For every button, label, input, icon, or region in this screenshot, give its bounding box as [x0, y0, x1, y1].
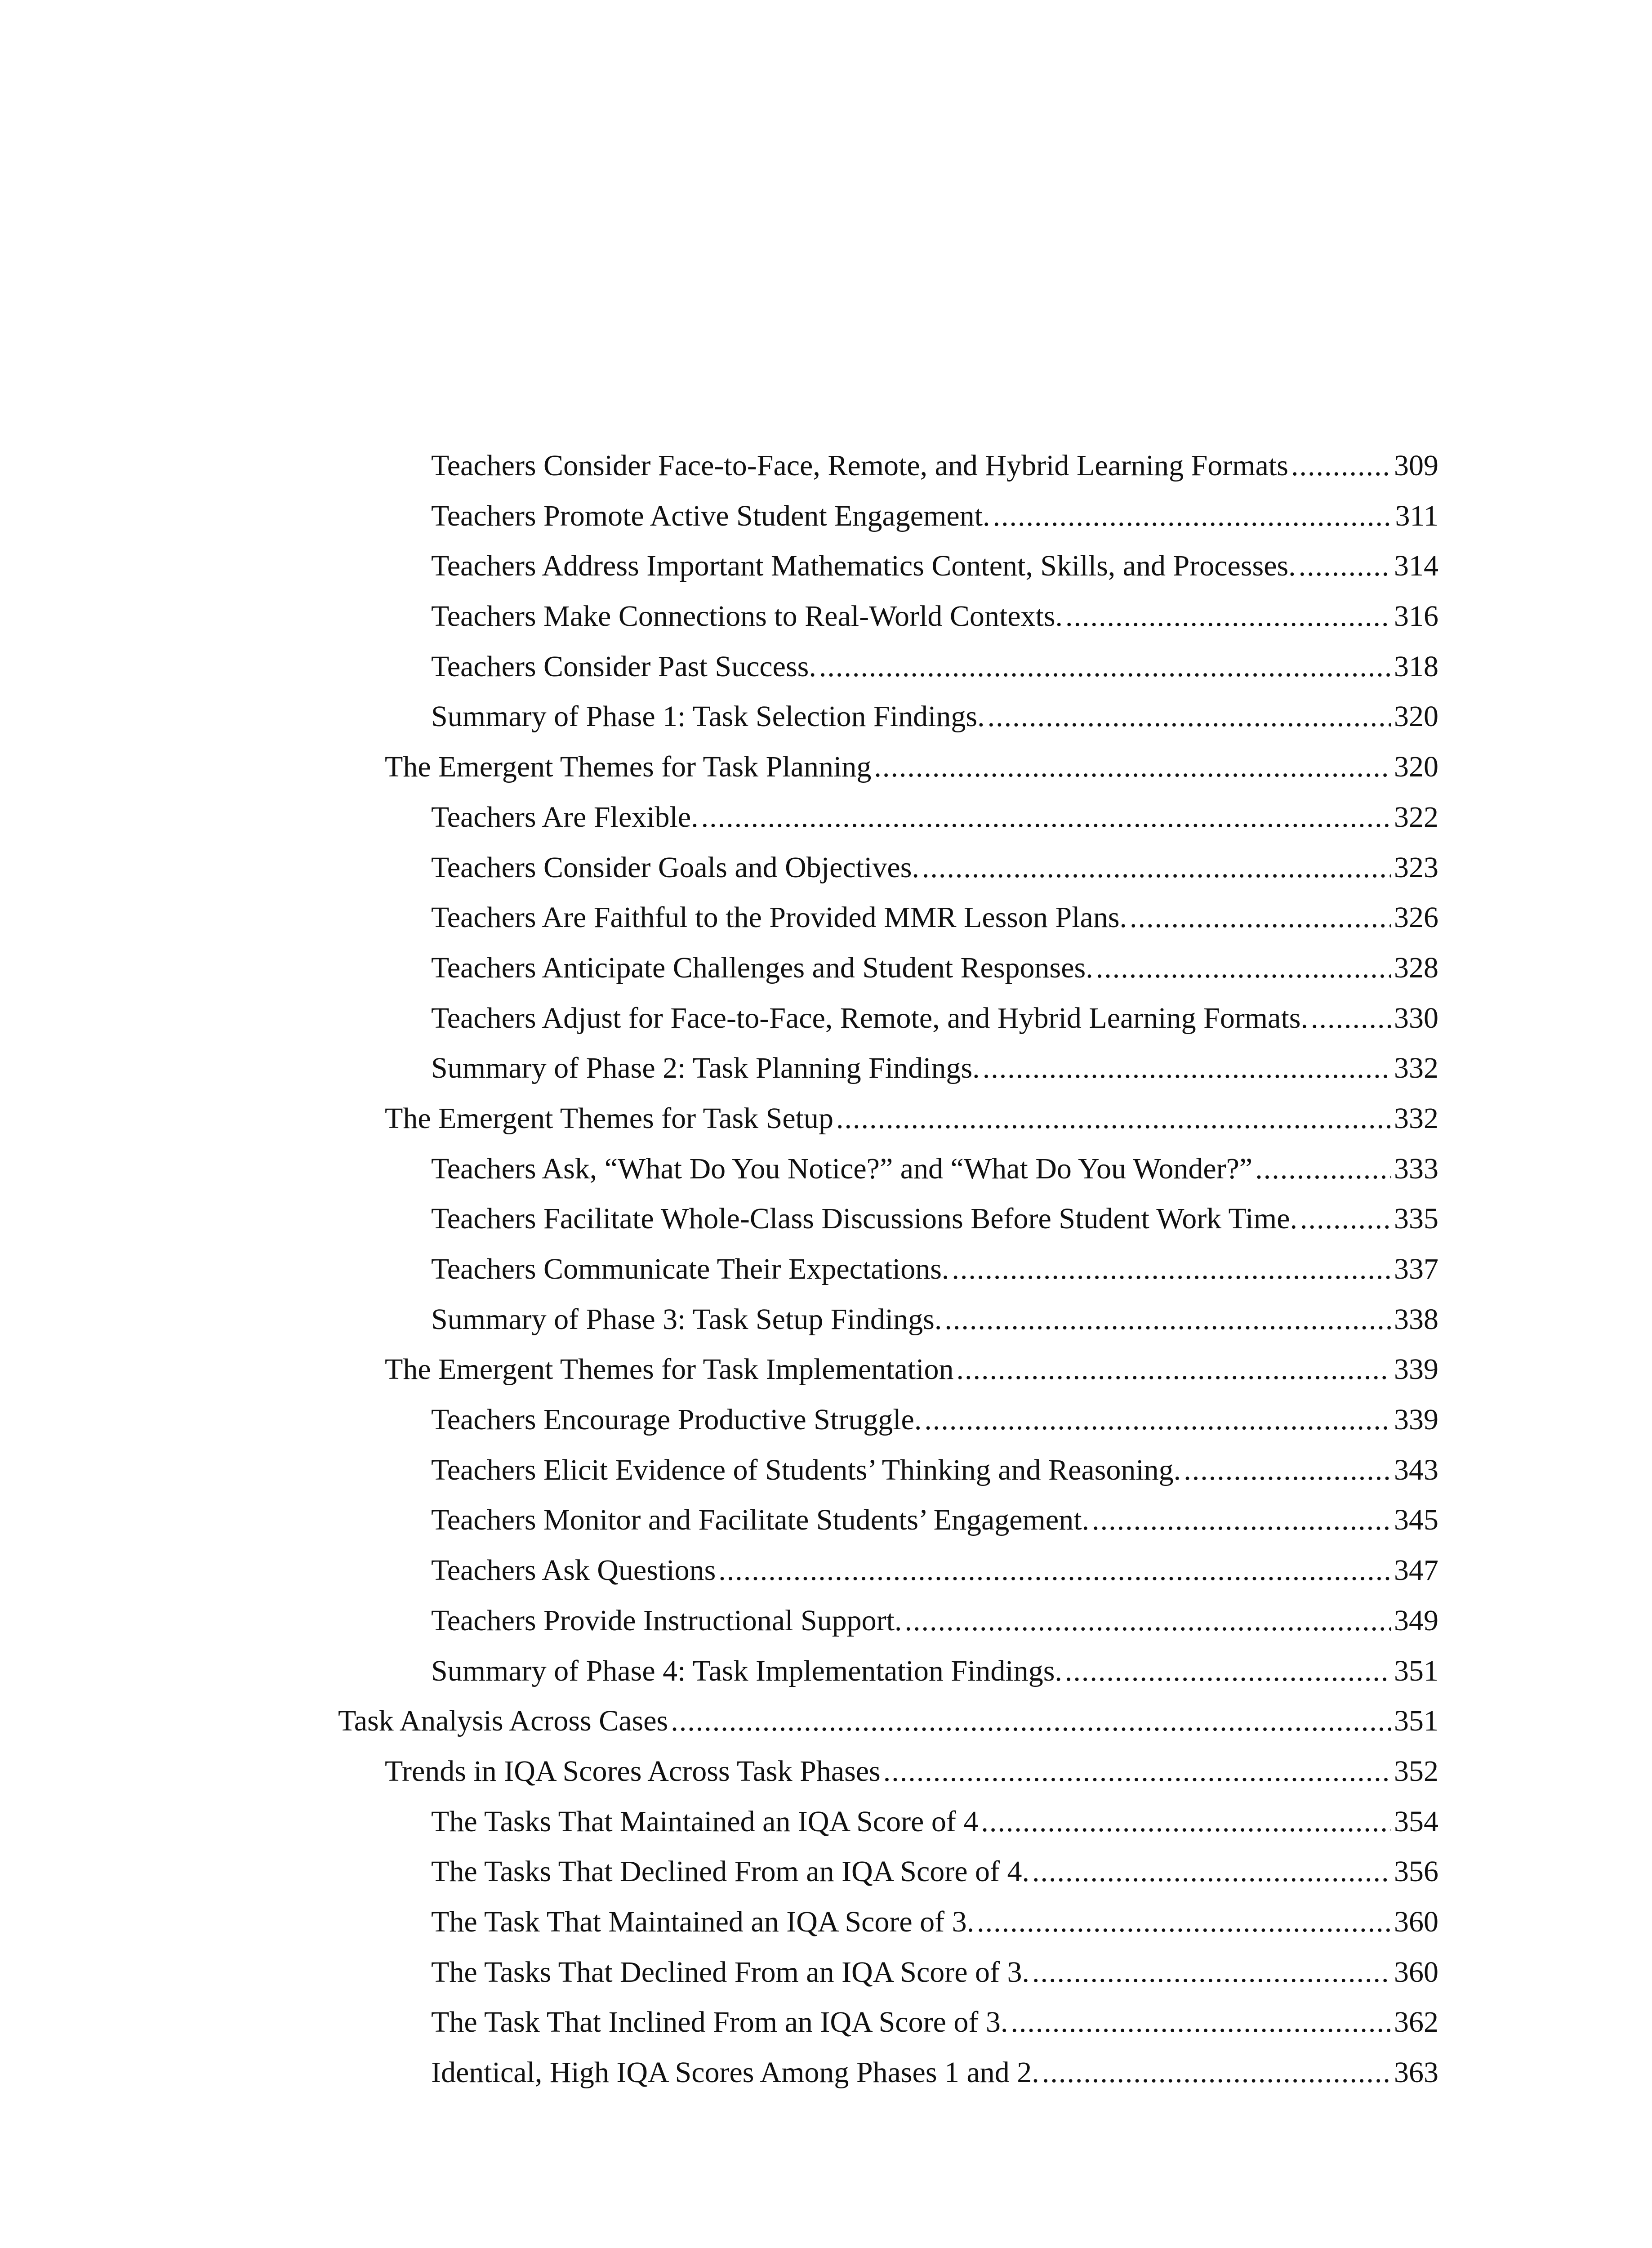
toc-entry-title: Teachers Provide Instructional Support.: [431, 1604, 902, 1637]
toc-entry-page-number: 320: [1394, 700, 1438, 733]
toc-entry: [338, 1244, 1438, 1294]
toc-entry: [338, 1545, 1438, 1596]
toc-entry-title: Teachers Consider Face-to-Face, Remote, and Hybrid Learning Formats: [431, 449, 1288, 482]
toc-entry-title: Identical, High IQA Scores Among Phases 1 and 2.: [431, 2056, 1039, 2089]
toc-entry: [338, 1144, 1438, 1194]
toc-dot-leader: [1184, 1445, 1391, 1495]
toc-entry-page-number: 322: [1394, 800, 1438, 834]
toc-entry-title: Trends in IQA Scores Across Task Phases: [385, 1754, 881, 1788]
toc-entry: [338, 993, 1438, 1044]
toc-dot-leader: [952, 1244, 1391, 1294]
toc-entry: [338, 1445, 1438, 1495]
toc-entry-page-number: 360: [1394, 1905, 1438, 1938]
toc-entry-title: Teachers Ask, “What Do You Notice?” and “What Do You Wonder?”: [431, 1152, 1253, 1185]
toc-entry: [338, 1746, 1438, 1797]
toc-entry: [338, 1043, 1438, 1093]
toc-entry: [338, 1646, 1438, 1696]
toc-dot-leader: [981, 1797, 1391, 1847]
toc-entry-page-number: 330: [1394, 1001, 1438, 1035]
toc-dot-leader: [993, 491, 1393, 541]
toc-entry-title: Teachers Promote Active Student Engagement.: [431, 499, 990, 532]
toc-entry: [338, 1294, 1438, 1345]
toc-entry-title: The Task That Maintained an IQA Score of 3.: [431, 1905, 975, 1938]
toc-entry: [338, 691, 1438, 742]
toc-entry-title: Summary of Phase 3: Task Setup Findings.: [431, 1302, 942, 1336]
toc-entry: [338, 2047, 1438, 2098]
toc-entry: [338, 491, 1438, 541]
toc-entry-title: Teachers Consider Past Success.: [431, 650, 816, 683]
toc-entry-title: The Tasks That Declined From an IQA Score of 4.: [431, 1855, 1029, 1888]
toc-entry-title: Summary of Phase 2: Task Planning Findings.: [431, 1052, 980, 1085]
toc-entry: [338, 1897, 1438, 1947]
toc-entry-page-number: 311: [1395, 499, 1438, 532]
toc-dot-leader: [977, 1897, 1391, 1947]
toc-entry-title: The Emergent Themes for Task Setup: [385, 1102, 833, 1135]
toc-entry: [338, 1847, 1438, 1897]
toc-entry-page-number: 318: [1394, 650, 1438, 683]
toc-entry: [338, 1194, 1438, 1244]
toc-entry: [338, 642, 1438, 692]
toc-dot-leader: [957, 1344, 1391, 1395]
toc-dot-leader: [1300, 1194, 1391, 1244]
toc-entry-page-number: 332: [1394, 1102, 1438, 1135]
toc-entry: [338, 1696, 1438, 1746]
toc-dot-leader: [988, 691, 1391, 742]
toc-entry-title: Summary of Phase 4: Task Implementation Findings.: [431, 1654, 1062, 1687]
toc-dot-leader: [874, 742, 1391, 792]
toc-entry: [338, 1093, 1438, 1144]
toc-entry-page-number: 362: [1394, 2006, 1438, 2039]
toc-entry-title: Teachers Encourage Productive Struggle.: [431, 1403, 922, 1436]
toc-entry-title: Teachers Address Important Mathematics Content, Skills, and Processes.: [431, 549, 1296, 583]
toc-entry-title: Summary of Phase 1: Task Selection Findings.: [431, 700, 985, 733]
toc-entry-page-number: 320: [1394, 750, 1438, 784]
toc-entry: [338, 1495, 1438, 1545]
toc-entry-title: The Tasks That Maintained an IQA Score of 4: [431, 1805, 979, 1838]
toc-entry: [338, 1395, 1438, 1445]
toc-entry-page-number: 333: [1394, 1152, 1438, 1185]
toc-entry-page-number: 351: [1394, 1704, 1438, 1738]
toc-dot-leader: [904, 1596, 1391, 1646]
toc-entry-title: The Tasks That Declined From an IQA Score of 3.: [431, 1955, 1029, 1989]
toc-entry: [338, 892, 1438, 943]
toc-entry: [338, 1947, 1438, 1998]
toc-dot-leader: [1255, 1144, 1391, 1194]
toc-dot-leader: [718, 1545, 1391, 1596]
toc-entry-page-number: 328: [1394, 951, 1438, 984]
toc-dot-leader: [924, 1395, 1391, 1445]
toc-entry-page-number: 356: [1394, 1855, 1438, 1888]
toc-entry-title: Teachers Ask Questions: [431, 1554, 716, 1587]
toc-dot-leader: [944, 1294, 1391, 1345]
toc-entry-page-number: 345: [1394, 1503, 1438, 1537]
toc-entry-title: Task Analysis Across Cases: [338, 1704, 668, 1738]
toc-dot-leader: [1032, 1947, 1391, 1998]
toc-dot-leader: [1065, 591, 1391, 642]
toc-entry: [338, 792, 1438, 843]
toc-entry-title: Teachers Anticipate Challenges and Student Responses.: [431, 951, 1093, 984]
toc-dot-leader: [1092, 1495, 1391, 1545]
toc-entry-page-number: 335: [1394, 1202, 1438, 1236]
toc-entry-title: Teachers Consider Goals and Objectives.: [431, 851, 919, 884]
toc-dot-leader: [1291, 441, 1391, 491]
toc-entry-page-number: 354: [1394, 1805, 1438, 1838]
toc-entry-page-number: 351: [1394, 1654, 1438, 1687]
toc-dot-leader: [1096, 943, 1391, 993]
toc-entry-page-number: 323: [1394, 851, 1438, 884]
toc-entry-page-number: 337: [1394, 1253, 1438, 1285]
toc-entry-page-number: 339: [1394, 1353, 1438, 1386]
toc-entry-page-number: 349: [1394, 1604, 1438, 1637]
toc-dot-leader: [671, 1696, 1391, 1746]
toc-entry-page-number: 316: [1394, 600, 1438, 633]
toc-entry: [338, 1997, 1438, 2047]
toc-dot-leader: [983, 1043, 1391, 1093]
toc-dot-leader: [701, 792, 1391, 843]
toc-entry-page-number: 360: [1394, 1955, 1438, 1989]
toc-entry-page-number: 309: [1394, 449, 1438, 482]
toc-entry-title: The Emergent Themes for Task Implementation: [385, 1353, 954, 1386]
toc-entry-page-number: 332: [1394, 1052, 1438, 1085]
table-of-contents: [338, 441, 1438, 2098]
toc-entry-page-number: 326: [1394, 901, 1438, 934]
toc-entry: [338, 742, 1438, 792]
toc-entry: [338, 1344, 1438, 1395]
toc-dot-leader: [1042, 2047, 1391, 2098]
toc-dot-leader: [1032, 1847, 1391, 1897]
toc-entry-page-number: 338: [1394, 1302, 1438, 1336]
toc-entry: [338, 441, 1438, 491]
toc-dot-leader: [1065, 1646, 1391, 1696]
toc-dot-leader: [836, 1093, 1391, 1144]
toc-entry-title: The Emergent Themes for Task Planning: [385, 750, 872, 784]
toc-entry-title: Teachers Make Connections to Real-World Contexts.: [431, 600, 1063, 633]
toc-dot-leader: [922, 843, 1391, 893]
toc-entry-title: Teachers Facilitate Whole-Class Discussions Before Student Work Time.: [431, 1202, 1298, 1236]
toc-entry-title: Teachers Are Flexible.: [431, 800, 699, 834]
toc-entry: [338, 541, 1438, 591]
toc-entry-title: The Task That Inclined From an IQA Score of 3.: [431, 2006, 1008, 2039]
toc-entry: [338, 591, 1438, 642]
toc-dot-leader: [883, 1746, 1391, 1797]
toc-entry: [338, 1596, 1438, 1646]
toc-entry-page-number: 314: [1394, 549, 1438, 583]
toc-entry-title: Teachers Adjust for Face-to-Face, Remote, and Hybrid Learning Formats.: [431, 1001, 1308, 1035]
toc-entry-page-number: 343: [1394, 1453, 1438, 1486]
toc-dot-leader: [819, 642, 1391, 692]
toc-entry-page-number: 339: [1394, 1403, 1438, 1436]
toc-entry: [338, 843, 1438, 893]
toc-entry-page-number: 363: [1394, 2056, 1438, 2089]
toc-dot-leader: [1011, 1997, 1391, 2047]
toc-entry-title: Teachers Elicit Evidence of Students’ Thinking and Reasoning.: [431, 1453, 1181, 1486]
toc-dot-leader: [1130, 892, 1391, 943]
toc-entry-title: Teachers Are Faithful to the Provided MMR Lesson Plans.: [431, 901, 1127, 934]
toc-entry-title: Teachers Communicate Their Expectations.: [431, 1253, 949, 1285]
toc-entry: [338, 1797, 1438, 1847]
toc-entry-title: Teachers Monitor and Facilitate Students’ Engagement.: [431, 1503, 1090, 1537]
toc-entry: [338, 943, 1438, 993]
toc-dot-leader: [1311, 993, 1391, 1044]
toc-dot-leader: [1299, 541, 1391, 591]
toc-entry-page-number: 347: [1394, 1554, 1438, 1587]
toc-entry-page-number: 352: [1394, 1754, 1438, 1788]
